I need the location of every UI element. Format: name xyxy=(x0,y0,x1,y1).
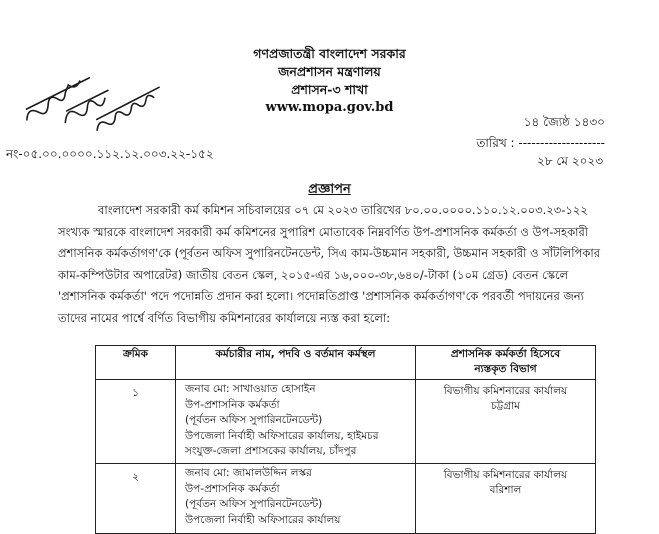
memo-number: নং-০৫.০০.০০০০.১১২.১২.০০৩.২২-১৫২ xyxy=(6,147,214,161)
section-name: প্রশাসন-৩ শাখা xyxy=(291,82,368,97)
row-dept-line: চট্টগ্রাম xyxy=(490,400,521,412)
body-paragraph xyxy=(58,200,606,330)
body-line: বাংলাদেশ সরকারী কর্ম কমিশন সচিবালয়ের ০৭ মে ২০২৩ তারিখের ৮০.০০.০০০০.১১০.১২.০০৩.২৩-১২২ xyxy=(98,203,588,217)
row-dept-line: বিভাগীয় কমিশনারের কার্যালয় xyxy=(443,469,568,481)
table-header-row xyxy=(96,346,596,380)
promotion-table xyxy=(95,345,596,534)
body-line: তাদের নামের পার্শ্বে বর্ণিত বিভাগীয় কমিশনারের কার্যালয়ে ন্যস্ত করা হলো: xyxy=(58,310,391,325)
row-serial: ১ xyxy=(96,380,176,464)
row-detail-line: জনাব মো: সাখাওয়াত হোসাইন xyxy=(185,383,316,395)
header-dept-line1: প্রশাসনিক কর্মকর্তা হিসেবে xyxy=(450,348,561,360)
header-serial: ক্রমিক xyxy=(96,346,176,380)
body-line: 'প্রশাসনিক কর্মকর্তা' পদে পদোন্নতি প্রদান করা হলো। পদোন্নতিপ্রাপ্ত 'প্রশাসনিক কর্মকর্তাগণ'কে পরবর্তী পদায়নের জন্য xyxy=(58,289,584,304)
row-detail-line: সংযুক্ত-জেলা প্রশাসকের কার্যালয়, চাঁদপুর xyxy=(185,445,357,458)
table-row xyxy=(96,464,596,534)
ministry-name: জনপ্রশাসন মন্ত্রণালয় xyxy=(278,64,381,79)
website-link[interactable]: www.mopa.gov.bd xyxy=(265,100,394,115)
row-detail-line: (পূর্বতন অফিস সুপারিনটেনডেন্ট) xyxy=(185,414,323,427)
row-serial: ২ xyxy=(96,464,176,534)
memo-date-english: ২৮ মে ২০২৩ xyxy=(537,154,603,168)
row-details xyxy=(176,464,416,534)
body-line: প্রশাসনিক কর্মকর্তাগণ'কে (পূর্বতন অফিস সুপারিনটেনডেন্ট, সিএ কাম-উচ্চমান সহকারী, উচ্চমান সহকারী ও সাঁটলিপিকার xyxy=(58,246,601,261)
table-row xyxy=(96,380,596,464)
row-dept xyxy=(416,464,596,534)
row-detail-line: জনাব মো: জামালউদ্দিন লস্কর xyxy=(185,467,312,479)
row-detail-line: উপজেলা নির্বাহী অফিসারের কার্যালয়, হাইমচর xyxy=(185,429,379,442)
header-dept-line2: ন্যস্তকৃত বিভাগ xyxy=(474,363,537,375)
row-detail-line: উপ-প্রশাসনিক কর্মকর্তা xyxy=(185,398,280,411)
header-dept xyxy=(416,346,596,380)
body-line: সংখ্যক স্মারকে বাংলাদেশ সরকারী কর্ম কমিশনের সুপারিশ মোতাবেক নিম্নবর্ণিত উপ-প্রশাসনিক কর্মকর্তা ও উপ-সহকারী xyxy=(58,224,589,239)
row-dept-line: বরিশাল xyxy=(489,484,522,496)
row-details xyxy=(176,380,416,464)
govt-name: গণপ্রজাতন্ত্রী বাংলাদেশ সরকার xyxy=(253,46,406,61)
row-detail-line: উপজেলা নির্বাহী অফিসারের কার্যালয় xyxy=(185,513,341,526)
memo-date-label: তারিখ : -------------------- xyxy=(476,136,605,150)
row-dept-line: বিভাগীয় কমিশনারের কার্যালয় xyxy=(443,385,568,397)
row-detail-line: উপ-প্রশাসনিক কর্মকর্তা xyxy=(185,482,280,495)
row-detail-line: (পূর্বতন অফিস সুপারিনটেনডেন্ট) xyxy=(185,498,323,511)
memo-date-bangla: ১৪ জ্যৈষ্ঠ ১৪৩০ xyxy=(523,115,605,129)
row-dept xyxy=(416,380,596,464)
body-line: কাম-কম্পিউটার অপারেটর) জাতীয় বেতন স্কেল, ২০১৫-এর ১৬,০০০-৩৮,৬৪০/-টাকা (১০ম গ্রেড) বেতন স্কেলে xyxy=(58,267,569,282)
header-name: কর্মচারীর নাম, পদবি ও বর্তমান কর্মস্থল xyxy=(176,346,416,380)
document-title: প্রজ্ঞাপন xyxy=(308,182,351,197)
